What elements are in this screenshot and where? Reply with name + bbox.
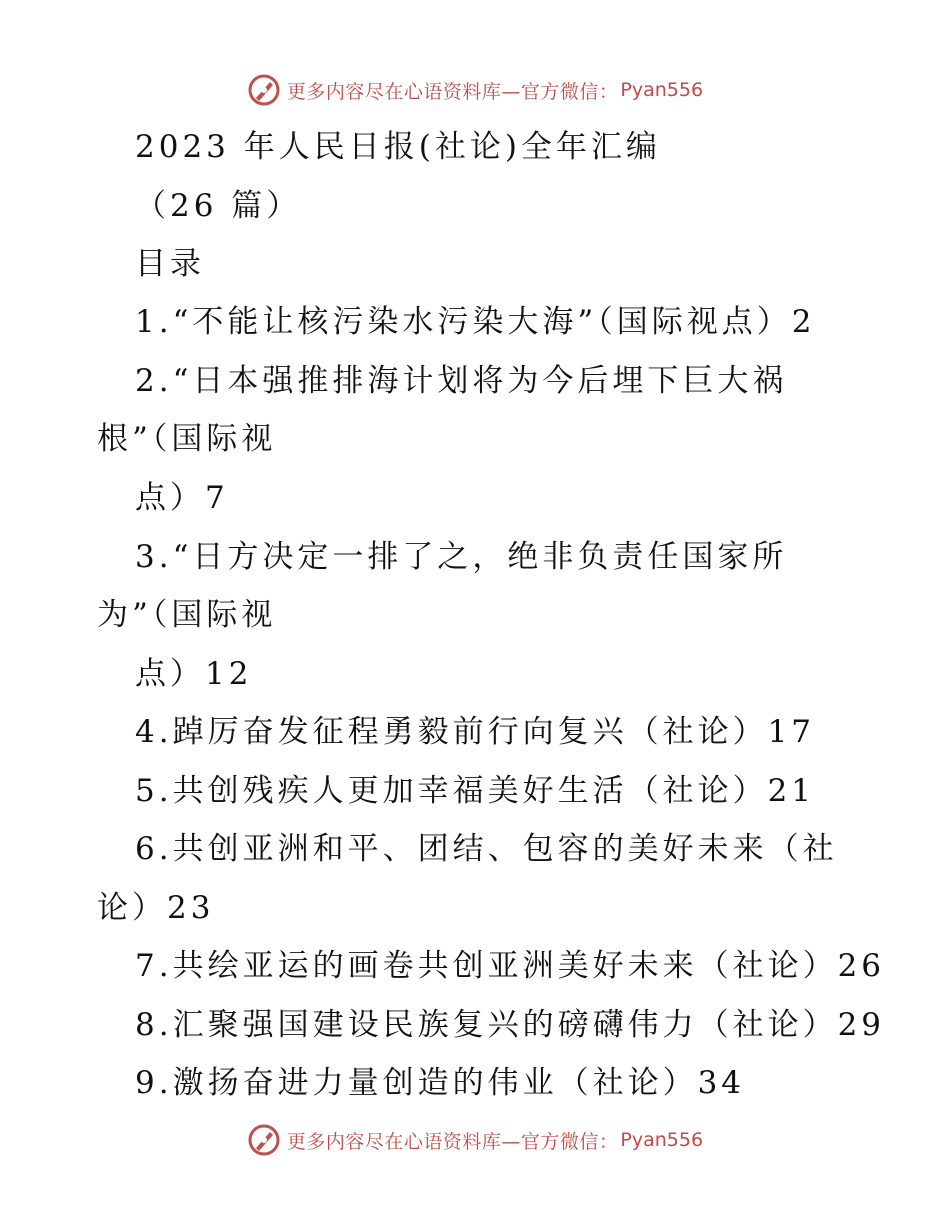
toc-line: 点）12 — [135, 656, 253, 692]
toc-line: 6.共创亚洲和平、团结、包容的美好未来（社 — [135, 831, 838, 867]
toc-line: 论）23 — [97, 890, 215, 926]
article-count: （26 篇） — [135, 188, 302, 224]
toc-line: 根”（国际视 — [97, 421, 277, 457]
watermark-text: 更多内容尽在心语资料库—官方微信： — [286, 1130, 619, 1153]
toc-line: 9.激扬奋进力量创造的伟业（社论）34 — [135, 1065, 746, 1101]
pen-logo-icon — [247, 73, 281, 107]
document-title: 2023 年人民日报(社论)全年汇编 — [135, 129, 661, 165]
toc-line: 5.共创残疾人更加幸福美好生活（社论）21 — [135, 773, 816, 809]
watermark-footer — [0, 1120, 950, 1160]
toc-line: 2.“日本强推排海计划将为今后埋下巨大祸 — [135, 363, 788, 399]
toc-line: 3.“日方决定一排了之，绝非负责任国家所 — [135, 539, 788, 575]
toc-line: 为”（国际视 — [97, 597, 277, 633]
toc-line: 4.踔厉奋发征程勇毅前行向复兴（社论）17 — [135, 714, 816, 750]
toc-line: 1.“不能让核污染水污染大海”（国际视点）2 — [135, 304, 816, 340]
toc-heading: 目录 — [135, 246, 205, 282]
watermark-wechat-id: Pyan556 — [620, 79, 704, 101]
toc-line: 7.共绘亚运的画卷共创亚洲美好未来（社论）26 — [135, 948, 886, 984]
watermark-text: 更多内容尽在心语资料库—官方微信： — [286, 80, 619, 103]
pen-logo-icon — [247, 1123, 281, 1157]
toc-line: 点）7 — [135, 480, 229, 516]
toc-line: 8.汇聚强国建设民族复兴的磅礴伟力（社论）29 — [135, 1007, 886, 1043]
watermark-header — [0, 70, 950, 110]
watermark-wechat-id: Pyan556 — [620, 1129, 704, 1151]
